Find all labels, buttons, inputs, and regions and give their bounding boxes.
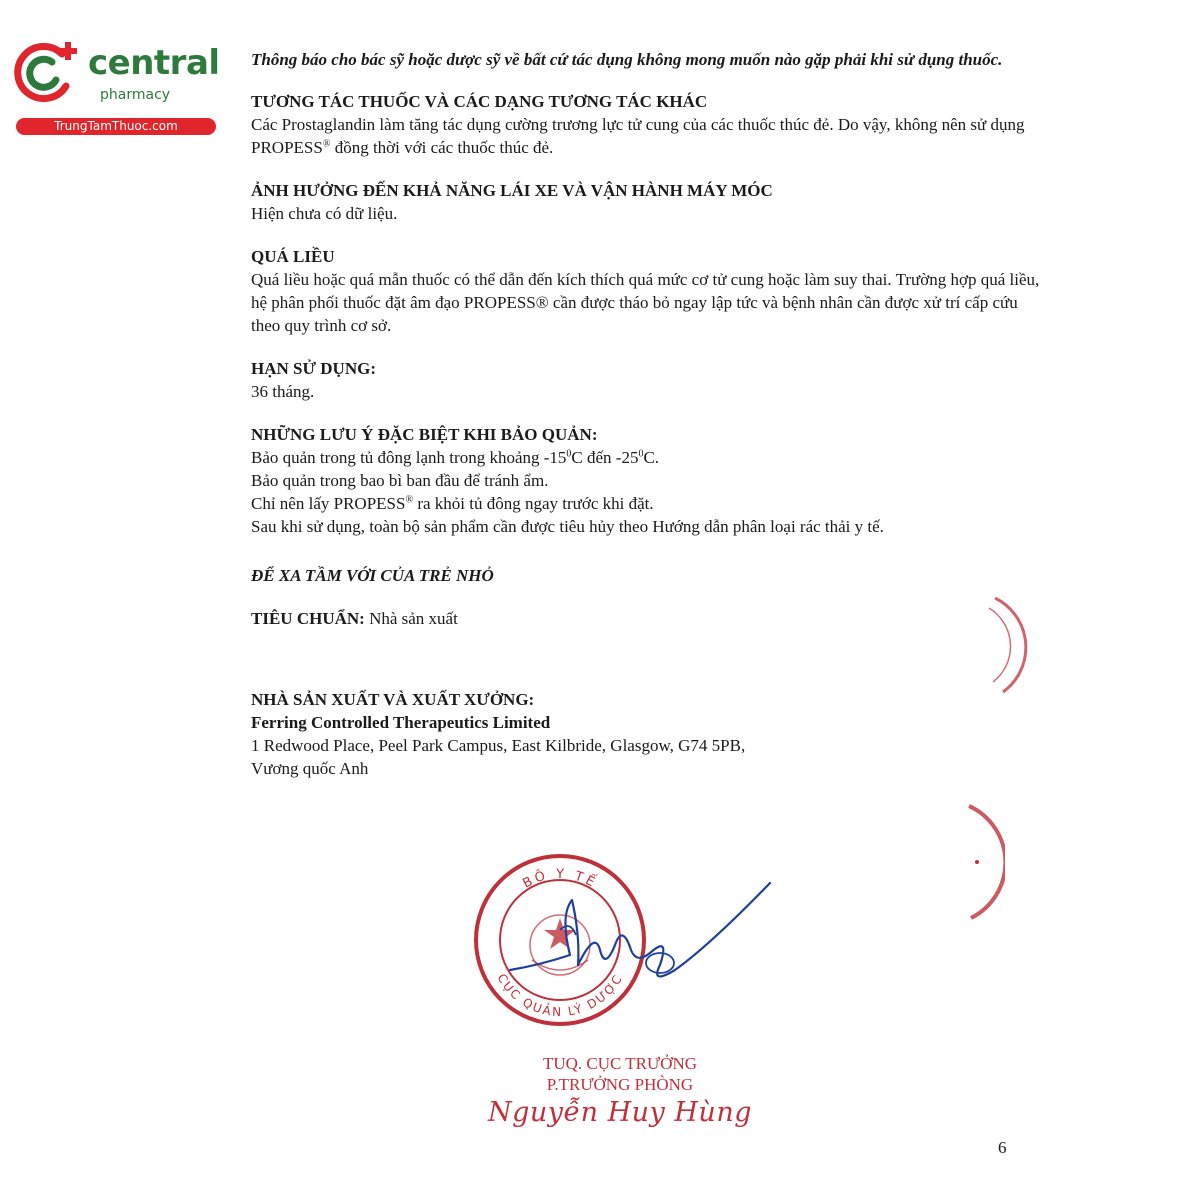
section-driving <box>251 179 1041 225</box>
storage-line-4: Sau khi sử dụng, toàn bộ sản phẩm cần được tiêu hủy theo Hướng dẫn phân loại rác thải y tế. <box>251 517 884 536</box>
logo-url-link[interactable]: TrungTamThuoc.com <box>16 118 216 135</box>
logo-subtitle: pharmacy <box>100 87 171 103</box>
pharmacy-cross-logo-icon <box>12 40 84 106</box>
manufacturer-address-1: 1 Redwood Place, Peel Park Campus, East Kilbride, Glasgow, G74 5PB, <box>251 736 746 755</box>
driving-body: Hiện chưa có dữ liệu. <box>251 204 398 223</box>
manufacturer-address-2: Vương quốc Anh <box>251 759 369 778</box>
document-body <box>251 48 1041 780</box>
page-number: 6 <box>998 1138 1007 1157</box>
overdose-body: Quá liều hoặc quá mẫn thuốc có thể dẫn đến kích thích quá mức cơ tử cung hoặc làm suy thai. Trường hợp quá liều, hệ phân phối thuốc đặt âm đạo PROPESS® cần được tháo bỏ ngay lập tức và bệnh nhân cần được xử trí cấp cứu theo quy trình cơ sở. <box>251 270 1040 335</box>
storage-line-3: Chỉ nên lấy PROPESS® ra khỏi tủ đông ngay trước khi đặt. <box>251 494 654 513</box>
interactions-heading: TƯƠNG TÁC THUỐC VÀ CÁC DẠNG TƯƠNG TÁC KHÁC <box>251 92 708 111</box>
interactions-body: Các Prostaglandin làm tăng tác dụng cường trương lực tử cung của các thuốc thúc đẻ. Do vậy, không nên sử dụng PROPESS® đồng thời với các thuốc thúc đẻ. <box>251 115 1025 157</box>
central-pharmacy-logo[interactable] <box>8 38 218 138</box>
signer-name: Nguyễn Huy Hùng <box>487 1097 752 1128</box>
section-shelf-life <box>251 357 1041 403</box>
storage-line-2: Bảo quản trong bao bì ban đầu để tránh ẩm. <box>251 471 549 490</box>
partial-stamp-icon <box>955 800 1005 925</box>
section-manufacturer <box>251 688 1041 780</box>
approval-line-1: TUQ. CỤC TRƯỞNG <box>542 1054 698 1073</box>
shelf-life-heading: HẠN SỬ DỤNG: <box>251 359 376 378</box>
shelf-life-body: 36 tháng. <box>251 382 315 401</box>
overdose-heading: QUÁ LIỀU <box>251 247 335 266</box>
manufacturer-heading: NHÀ SẢN XUẤT VÀ XUẤT XƯỞNG: <box>251 690 535 709</box>
manufacturer-name: Ferring Controlled Therapeutics Limited <box>251 713 551 732</box>
section-storage <box>251 423 1041 538</box>
partial-stamp-icon <box>985 590 1045 700</box>
section-overdose <box>251 245 1041 337</box>
section-interactions <box>251 90 1041 159</box>
approval-block <box>470 1053 770 1131</box>
children-warning: ĐỂ XA TẦM VỚI CỦA TRẺ NHỎ <box>251 566 494 585</box>
driving-heading: ẢNH HƯỞNG ĐẾN KHẢ NĂNG LÁI XE VÀ VẬN HÀNH MÁY MÓC <box>251 181 773 200</box>
side-effect-notice: Thông báo cho bác sỹ hoặc dược sỹ về bất cứ tác dụng không mong muốn nào gặp phải khi sử dụng thuốc. <box>251 50 1003 69</box>
storage-heading: NHỮNG LƯU Ý ĐẶC BIỆT KHI BẢO QUẢN: <box>251 425 598 444</box>
svg-text:CỤC QUẢN LÝ DƯỢC: CỤC QUẢN LÝ DƯỢC <box>494 971 626 1020</box>
storage-line-1: Bảo quản trong tủ đông lạnh trong khoảng $-15^0C$ đến $-25^0C$. <box>251 448 660 467</box>
approval-line-2: P.TRƯỞNG PHÒNG <box>546 1075 694 1094</box>
standard-line: TIÊU CHUẨN: Nhà sản xuất <box>251 609 458 628</box>
handwritten-signature-icon <box>500 875 780 995</box>
svg-text:BỘ Y TẾ: BỘ Y TẾ <box>520 866 600 892</box>
logo-brand: central <box>88 43 220 83</box>
